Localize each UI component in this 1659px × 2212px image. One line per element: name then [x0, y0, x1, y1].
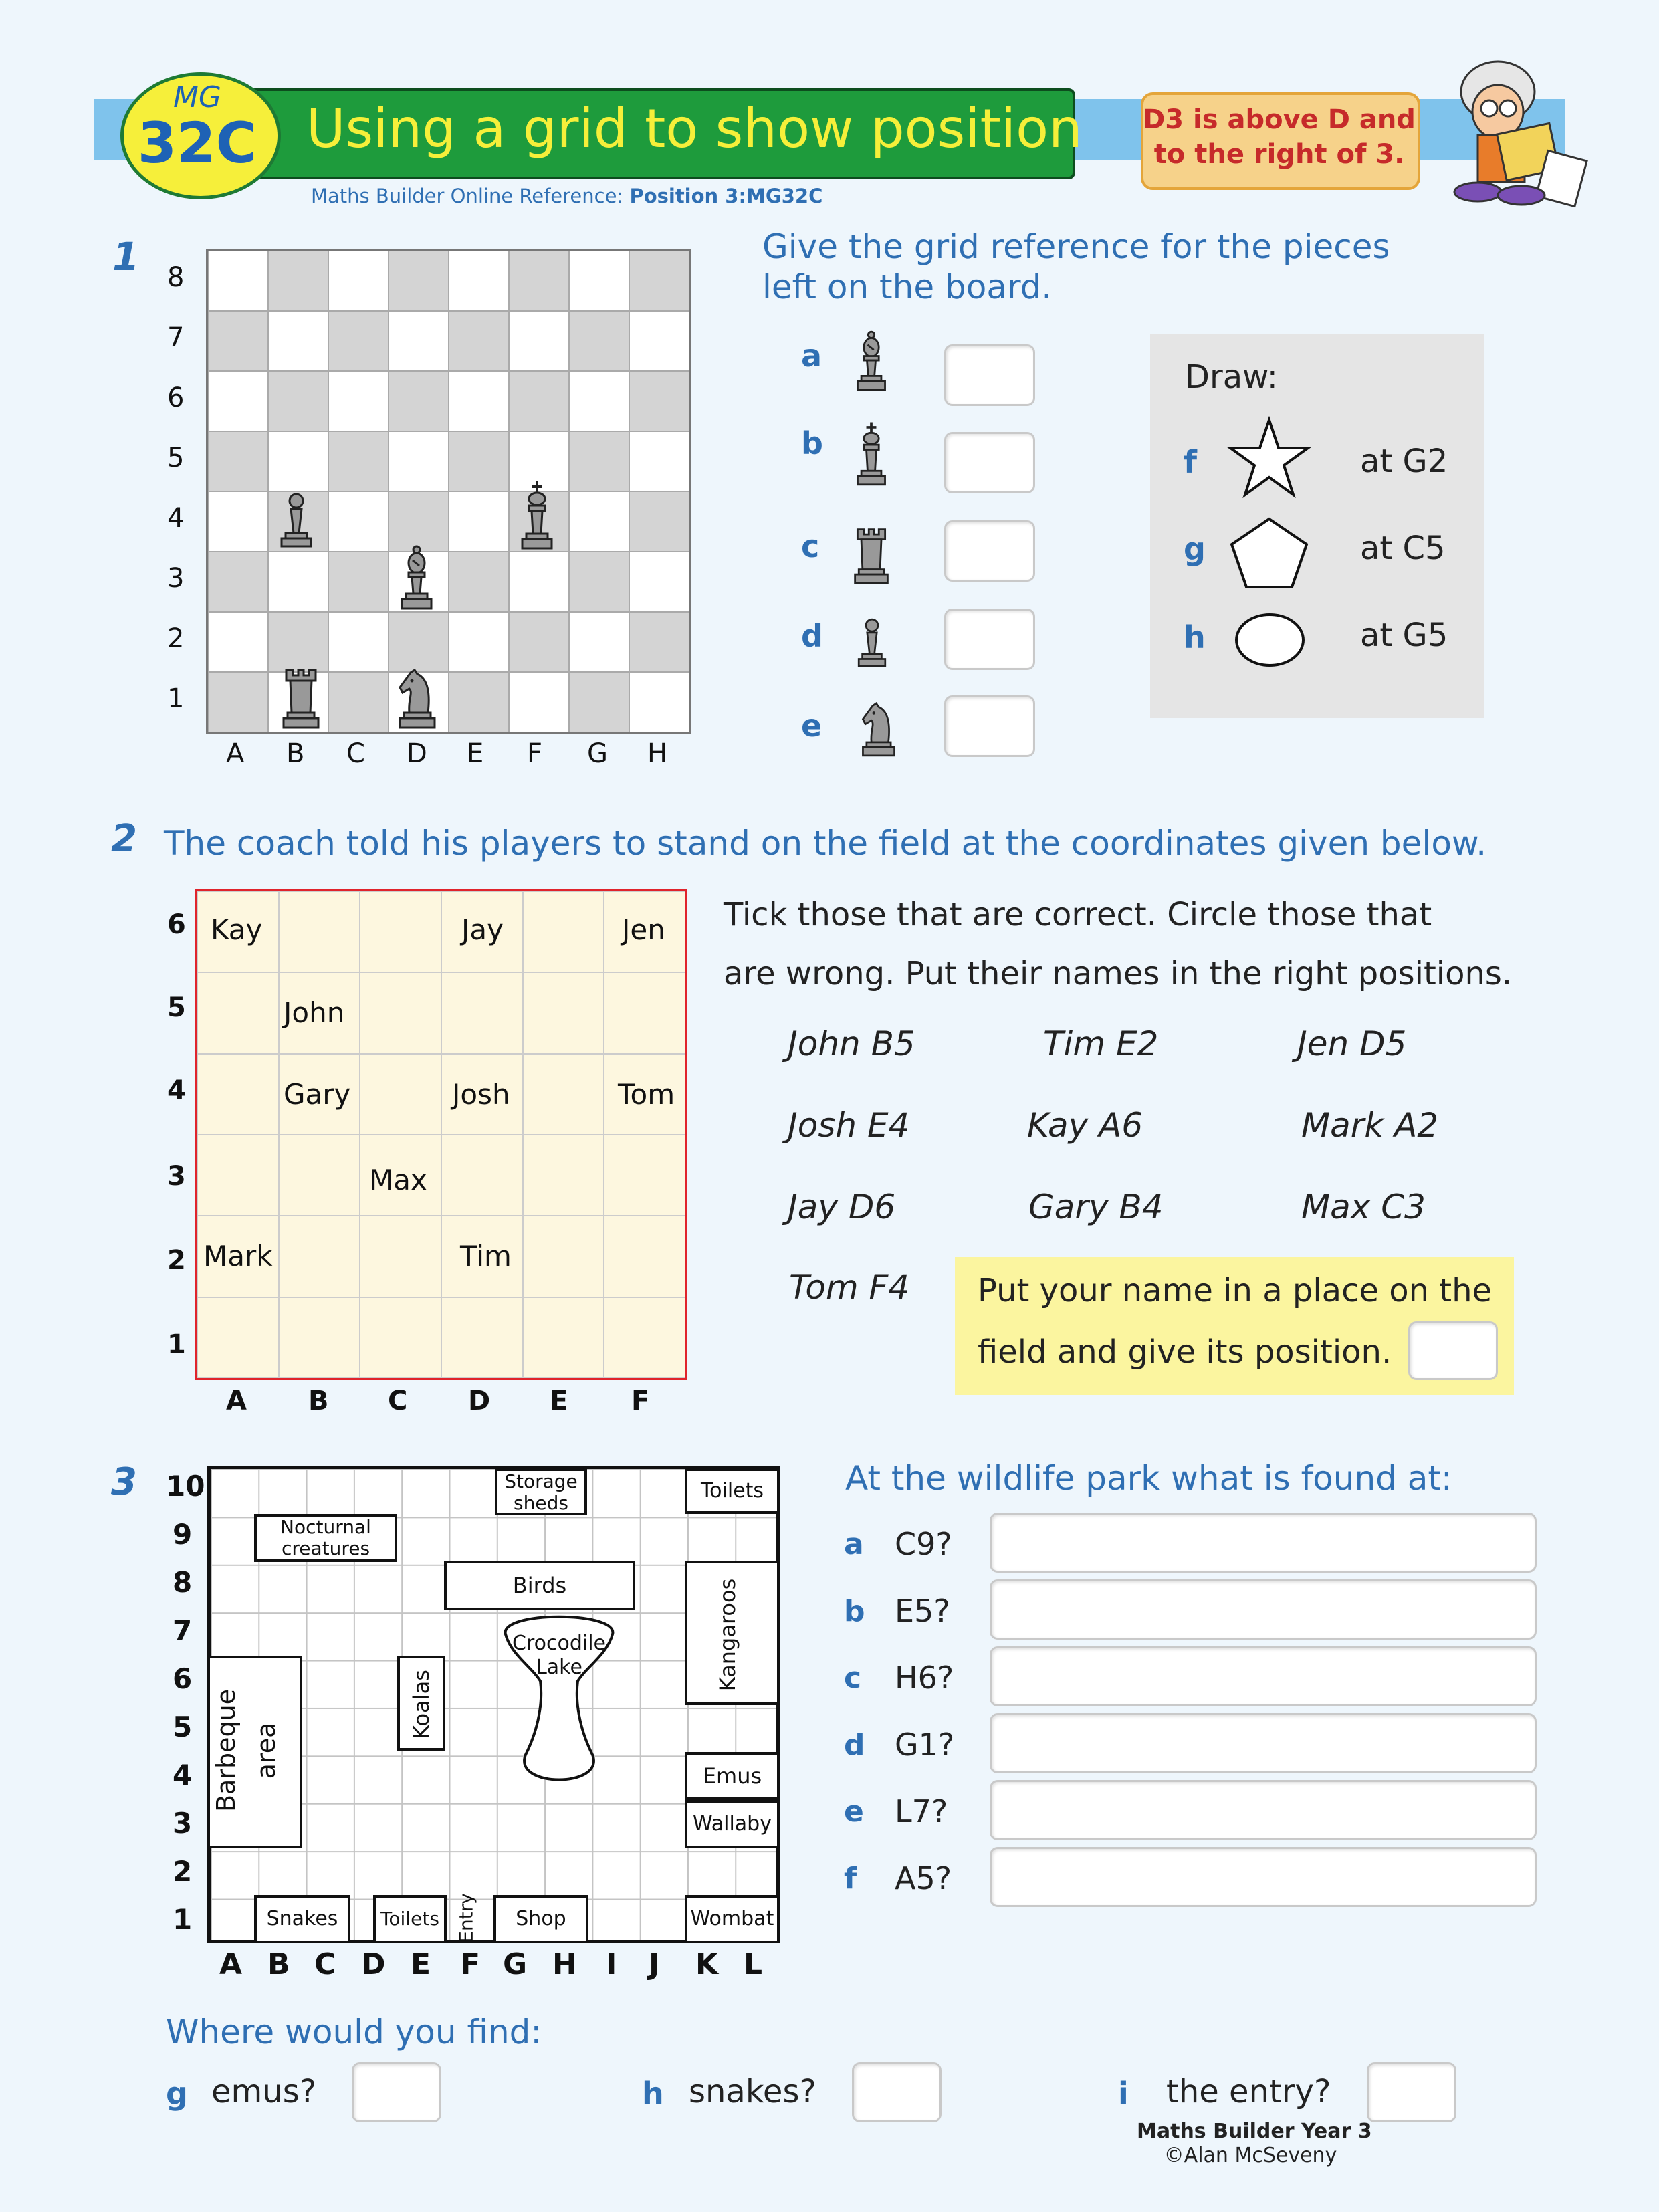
field-cell — [360, 1054, 441, 1135]
field-cell — [523, 891, 604, 972]
draw-item-g-text: at C5 — [1360, 530, 1446, 567]
field-cell — [604, 972, 685, 1053]
chess-square — [268, 612, 328, 672]
claim-item[interactable]: Kay A6 — [1027, 1106, 1143, 1145]
chess-square — [389, 612, 449, 672]
player-jen: Jen — [622, 913, 665, 946]
question-3-number: 3 — [111, 1460, 137, 1504]
q3-question-a-letter: a — [844, 1527, 864, 1561]
chess-square — [629, 491, 689, 552]
q1-answer-box-b[interactable] — [944, 432, 1035, 493]
chess-square — [449, 491, 509, 552]
chess-square — [328, 491, 389, 552]
draw-item-f-letter: f — [1184, 444, 1198, 480]
player-tim: Tim — [460, 1240, 512, 1273]
chess-square — [569, 552, 629, 612]
storage-line-1: Storage — [504, 1470, 578, 1492]
map-col-label: C — [314, 1947, 336, 1981]
chess-square — [208, 612, 268, 672]
field-row-label: 1 — [167, 1329, 186, 1360]
field-row-label: 4 — [167, 1075, 186, 1106]
reference-value: Position 3:MG32C — [629, 185, 823, 207]
chess-row-label: 8 — [167, 262, 185, 293]
field-cell — [360, 1297, 441, 1378]
field-col-label: E — [550, 1386, 568, 1416]
q3-question-b-ref: E5? — [895, 1593, 950, 1629]
q3-question-f-letter: f — [844, 1862, 857, 1896]
field-cell — [360, 891, 441, 972]
q1-answer-box-e[interactable] — [944, 695, 1035, 757]
field-col-label: C — [388, 1386, 408, 1416]
draw-item-h-letter: h — [1184, 619, 1206, 655]
chess-square — [449, 311, 509, 371]
birds-label: Birds — [512, 1573, 567, 1598]
player-max: Max — [369, 1164, 427, 1196]
claim-item[interactable]: Tim E2 — [1043, 1024, 1159, 1063]
field-cell — [523, 1297, 604, 1378]
name-position-answer-box[interactable] — [1408, 1321, 1498, 1380]
chess-square — [449, 431, 509, 491]
pawn-icon — [276, 491, 316, 552]
q1-answer-box-d[interactable] — [944, 609, 1035, 670]
q3-question-c-ref: H6? — [895, 1660, 954, 1696]
map-row-label: 7 — [173, 1614, 193, 1647]
q1-prompt-line-1: Give the grid reference for the pieces — [762, 227, 1390, 266]
croc-line-1: Crocodile — [512, 1632, 606, 1655]
tip-line-2: to the right of 3. — [1153, 139, 1405, 170]
map-row-label: 6 — [173, 1662, 193, 1695]
king-icon — [853, 420, 890, 489]
q3-answer-box-b[interactable] — [990, 1579, 1537, 1640]
claim-item[interactable]: John B5 — [788, 1024, 915, 1063]
q3-question-a-ref: C9? — [895, 1526, 952, 1562]
map-col-label: E — [411, 1947, 431, 1981]
where-h-letter: h — [642, 2076, 664, 2112]
player-kay: Kay — [211, 913, 263, 946]
map-area-wallaby — [685, 1800, 780, 1848]
field-cell — [197, 972, 279, 1053]
knight-icon — [396, 666, 439, 730]
chess-square — [629, 251, 689, 311]
q2-prompt: The coach told his players to stand on the field at the coordinates given below. — [164, 824, 1487, 863]
chess-square — [389, 251, 449, 311]
map-col-label: H — [552, 1947, 577, 1981]
chess-square — [569, 612, 629, 672]
map-row-label: 2 — [173, 1855, 193, 1888]
question-1-number: 1 — [112, 234, 140, 280]
chess-square — [569, 672, 629, 732]
field-cell — [360, 1216, 441, 1297]
q3-question-f-ref: A5? — [895, 1860, 952, 1896]
chess-square — [208, 371, 268, 431]
knight-icon — [859, 699, 898, 758]
chess-square — [208, 491, 268, 552]
draw-item-h-text: at G5 — [1360, 617, 1448, 654]
chess-row-label: 3 — [167, 563, 185, 594]
q3-question-b-letter: b — [844, 1594, 865, 1628]
chess-square — [328, 612, 389, 672]
q1-item-d-letter: d — [801, 618, 823, 654]
map-area-koalas — [397, 1656, 445, 1751]
chess-square — [629, 311, 689, 371]
chess-row-label: 5 — [167, 443, 185, 473]
draw-item-f-text: at G2 — [1360, 443, 1448, 480]
chess-square — [328, 672, 389, 732]
player-tom: Tom — [618, 1078, 675, 1111]
chess-col-label: C — [346, 738, 365, 769]
chess-square — [389, 431, 449, 491]
chess-square — [629, 371, 689, 431]
storage-line-2: sheds — [514, 1492, 568, 1514]
pentagon-icon[interactable] — [1228, 515, 1311, 591]
field-col-label: A — [226, 1386, 247, 1416]
map-col-label: G — [503, 1947, 528, 1981]
chess-square — [208, 311, 268, 371]
claim-item[interactable]: Tom F4 — [789, 1268, 910, 1307]
chess-row-label: 6 — [167, 382, 185, 413]
shop-label: Shop — [516, 1907, 566, 1930]
q3-answer-box-a[interactable] — [990, 1513, 1537, 1573]
map-row-label: 5 — [173, 1710, 193, 1743]
chess-square — [268, 371, 328, 431]
map-area-storage-sheds — [495, 1468, 587, 1515]
chess-square — [328, 371, 389, 431]
teacher-mascot-icon — [1424, 55, 1598, 209]
chess-square — [509, 371, 569, 431]
field-col-label: F — [631, 1386, 650, 1416]
player-john: John — [284, 996, 345, 1029]
wallaby-label: Wallaby — [693, 1812, 772, 1836]
chess-square — [268, 431, 328, 491]
field-cell — [197, 1135, 279, 1216]
footer-line-2: ©Alan McSeveny — [1164, 2144, 1337, 2167]
code-top: MG — [173, 80, 222, 114]
chess-square — [509, 251, 569, 311]
q1-answer-box-c[interactable] — [944, 520, 1035, 582]
chess-col-label: G — [587, 738, 608, 769]
entry-label: Entry — [455, 1893, 477, 1943]
chess-square — [509, 612, 569, 672]
q2-instruction-line-2: are wrong. Put their names in the right positions. — [724, 955, 1513, 992]
chess-square — [449, 251, 509, 311]
map-col-label: D — [361, 1947, 386, 1981]
chess-square — [629, 612, 689, 672]
map-row-label: 8 — [173, 1566, 193, 1599]
chess-square — [328, 431, 389, 491]
tip-line-1: D3 is above D and — [1143, 104, 1416, 135]
q1-item-e-letter: e — [801, 707, 822, 744]
q3-question-d-letter: d — [844, 1728, 865, 1762]
footer-line-1: Maths Builder Year 3 — [1137, 2120, 1372, 2143]
chess-square — [449, 672, 509, 732]
map-area-toilets-top — [685, 1468, 780, 1514]
map-col-label: J — [649, 1947, 660, 1981]
chess-square — [629, 431, 689, 491]
q3-answer-box-f[interactable] — [990, 1847, 1537, 1907]
field-cell — [197, 1054, 279, 1135]
field-cell — [360, 972, 441, 1053]
chess-square — [328, 311, 389, 371]
claim-item[interactable]: Josh E4 — [788, 1106, 910, 1145]
king-icon — [517, 480, 557, 552]
where-g-letter: g — [166, 2076, 188, 2112]
chess-col-label: A — [226, 738, 245, 769]
field-row-label: 5 — [167, 992, 186, 1023]
chess-square — [328, 251, 389, 311]
oval-icon[interactable] — [1233, 611, 1307, 669]
reference-line — [311, 185, 822, 207]
field-cell — [441, 1135, 523, 1216]
map-area-kangaroos — [685, 1561, 780, 1705]
map-row-label: 9 — [173, 1518, 193, 1551]
where-i-answer-box[interactable] — [1367, 2062, 1456, 2122]
player-josh: Josh — [452, 1078, 510, 1111]
chess-square — [449, 371, 509, 431]
chess-col-label: B — [286, 738, 305, 769]
where-prompt: Where would you find: — [166, 2013, 542, 2052]
page-title: Using a grid to show position — [306, 98, 1083, 160]
chess-square — [569, 371, 629, 431]
map-area-barbeque — [207, 1656, 302, 1848]
bbq-line-2: area — [251, 1722, 281, 1779]
q3-question-d-ref: G1? — [895, 1727, 955, 1763]
wombat-label: Wombat — [690, 1907, 774, 1930]
map-col-label: A — [219, 1947, 243, 1981]
q2-instruction-line-1: Tick those that are correct. Circle those that — [724, 896, 1432, 933]
where-i-text: the entry? — [1166, 2073, 1331, 2110]
chess-square — [268, 552, 328, 612]
chess-row-label: 4 — [167, 503, 185, 534]
player-jay: Jay — [461, 913, 504, 946]
field-row-label: 3 — [167, 1161, 186, 1192]
nocturnal-line-2: creatures — [281, 1537, 370, 1559]
chess-square — [208, 251, 268, 311]
where-g-text: emus? — [211, 2073, 317, 2110]
rook-icon — [280, 666, 322, 730]
chess-row-label: 1 — [167, 683, 185, 714]
field-cell — [604, 1216, 685, 1297]
kangaroos-label: Kangaroos — [715, 1578, 740, 1692]
map-col-label: I — [606, 1947, 617, 1981]
q1-item-a-letter: a — [801, 338, 822, 374]
nocturnal-line-1: Nocturnal — [280, 1516, 371, 1538]
rook-icon — [851, 526, 891, 586]
field-cell — [441, 1297, 523, 1378]
chess-square — [268, 251, 328, 311]
toilets-bottom-label: Toilets — [380, 1908, 439, 1930]
chess-col-label: F — [527, 738, 543, 769]
chess-square — [449, 612, 509, 672]
chess-square — [569, 431, 629, 491]
where-i-letter: i — [1118, 2076, 1129, 2112]
koalas-label: Koalas — [409, 1670, 434, 1739]
field-cell — [523, 1135, 604, 1216]
chess-square — [569, 251, 629, 311]
q3-prompt: At the wildlife park what is found at: — [845, 1459, 1452, 1498]
field-cell — [279, 1297, 360, 1378]
map-row-label: 1 — [173, 1903, 193, 1936]
name-task-line-1: Put your name in a place on the — [978, 1272, 1492, 1309]
bishop-icon — [397, 544, 437, 611]
chess-square — [509, 672, 569, 732]
chess-square — [328, 552, 389, 612]
map-row-label: 3 — [173, 1807, 193, 1840]
chess-square — [268, 311, 328, 371]
reference-prefix: Maths Builder Online Reference: — [311, 185, 630, 207]
emus-label: Emus — [702, 1763, 762, 1789]
name-task-line-2: field and give its position. — [978, 1333, 1392, 1371]
toilets-top-label: Toilets — [700, 1479, 764, 1503]
field-cell — [523, 972, 604, 1053]
football-field — [195, 889, 687, 1380]
field-row-label: 2 — [167, 1245, 186, 1276]
draw-item-g-letter: g — [1184, 531, 1206, 567]
pawn-icon — [854, 617, 890, 671]
q3-question-e-ref: L7? — [895, 1793, 948, 1830]
field-cell — [279, 1216, 360, 1297]
map-col-label: K — [695, 1947, 719, 1981]
field-col-label: B — [308, 1386, 329, 1416]
chess-square — [389, 311, 449, 371]
field-cell — [279, 1135, 360, 1216]
chess-square — [509, 311, 569, 371]
field-cell — [604, 1297, 685, 1378]
question-2-number: 2 — [111, 817, 137, 861]
chess-col-label: E — [467, 738, 484, 769]
croc-line-2: Lake — [536, 1656, 582, 1679]
chess-square — [569, 491, 629, 552]
q3-answer-box-e[interactable] — [990, 1780, 1537, 1840]
chess-square — [629, 672, 689, 732]
map-row-label: 10 — [166, 1470, 205, 1503]
snakes-label: Snakes — [266, 1907, 338, 1930]
code-main: 32C — [137, 110, 257, 176]
field-cell — [523, 1054, 604, 1135]
q3-answer-box-c[interactable] — [990, 1646, 1537, 1706]
chess-col-label: D — [407, 738, 427, 769]
claim-item[interactable]: Max C3 — [1301, 1188, 1426, 1226]
draw-title: Draw: — [1185, 358, 1278, 396]
chess-square — [208, 672, 268, 732]
chess-square — [509, 552, 569, 612]
chess-square — [449, 552, 509, 612]
map-area-wombat — [685, 1895, 780, 1943]
chess-square — [208, 552, 268, 612]
map-col-label: L — [744, 1947, 763, 1981]
q3-question-e-letter: e — [844, 1795, 864, 1829]
chess-square — [569, 311, 629, 371]
where-h-text: snakes? — [689, 2073, 816, 2110]
chess-square — [629, 552, 689, 612]
chess-square — [389, 371, 449, 431]
chess-row-label: 2 — [167, 623, 185, 654]
map-area-snakes — [254, 1895, 350, 1943]
chess-col-label: H — [647, 738, 668, 769]
claim-item[interactable]: Jen D5 — [1297, 1024, 1407, 1063]
map-col-label: F — [460, 1947, 481, 1981]
player-gary: Gary — [284, 1078, 351, 1111]
field-cell — [441, 972, 523, 1053]
chess-square — [389, 491, 449, 552]
q3-answer-box-d[interactable] — [990, 1713, 1537, 1773]
map-area-birds — [444, 1561, 635, 1610]
q1-prompt-line-2: left on the board. — [762, 267, 1053, 306]
map-row-label: 4 — [173, 1759, 193, 1791]
map-area-shop — [493, 1895, 588, 1943]
bbq-line-1: Barbeque — [211, 1688, 241, 1813]
star-icon[interactable] — [1225, 416, 1313, 502]
map-col-label: B — [267, 1947, 290, 1981]
q1-item-c-letter: c — [801, 528, 820, 564]
map-area-toilets-bottom — [373, 1895, 447, 1943]
field-cell — [279, 891, 360, 972]
field-cell — [523, 1216, 604, 1297]
claim-item[interactable]: Gary B4 — [1028, 1188, 1164, 1226]
q3-question-c-letter: c — [844, 1661, 862, 1695]
where-h-answer-box[interactable] — [852, 2062, 942, 2122]
bishop-icon — [853, 329, 890, 393]
field-cell — [197, 1297, 279, 1378]
field-cell — [604, 1135, 685, 1216]
q1-answer-box-a[interactable] — [944, 344, 1035, 406]
claim-item[interactable]: Mark A2 — [1301, 1106, 1439, 1145]
chess-square — [208, 431, 268, 491]
field-row-label: 6 — [167, 909, 186, 940]
q1-item-b-letter: b — [801, 425, 823, 461]
map-area-nocturnal — [254, 1514, 397, 1562]
field-col-label: D — [468, 1386, 491, 1416]
map-area-entry — [445, 1895, 487, 1943]
player-mark: Mark — [203, 1240, 273, 1273]
claim-item[interactable]: Jay D6 — [788, 1188, 896, 1226]
map-area-emus — [685, 1752, 780, 1800]
where-g-answer-box[interactable] — [352, 2062, 441, 2122]
chess-row-label: 7 — [167, 322, 185, 353]
